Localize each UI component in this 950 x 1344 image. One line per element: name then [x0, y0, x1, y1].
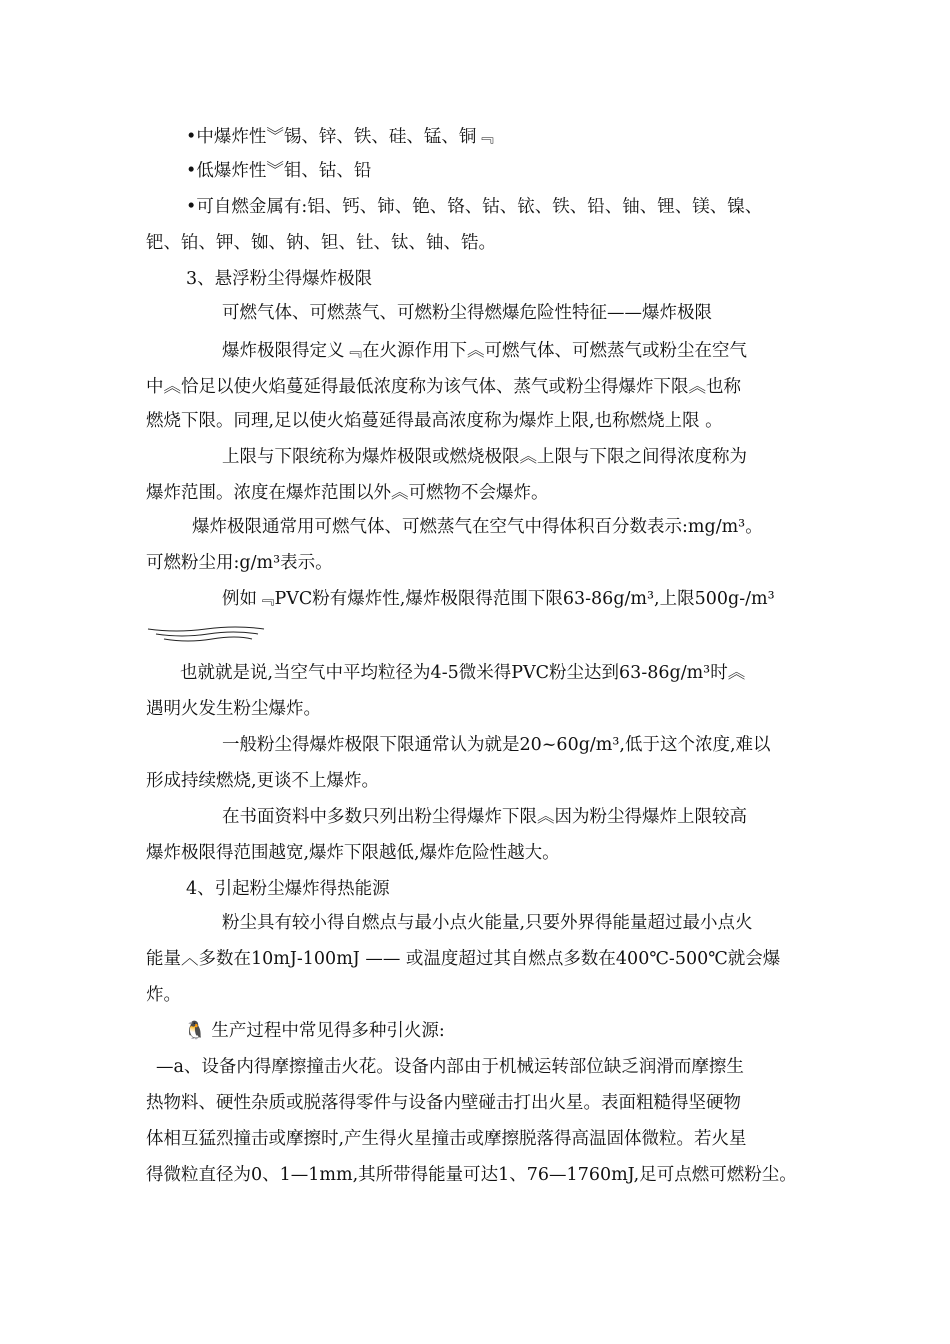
paragraph-line: 可燃粉尘用:g/m³表示。 — [146, 553, 333, 573]
bullet-low-explosive: •低爆炸性︾钼、钴、铅 — [186, 161, 372, 181]
paragraph-line: —a、设备内得摩擦撞击火花。设备内部由于机械运转部位缺乏润滑而摩擦生 — [156, 1057, 744, 1077]
bullet-medium-explosive: •中爆炸性︾锡、锌、铁、硅、锰、铜﹃ — [186, 127, 494, 147]
paragraph-line: 可燃气体、可燃蒸气、可燃粉尘得燃爆危险性特征——爆炸极限 — [222, 303, 712, 323]
paragraph-line: 一般粉尘得爆炸极限下限通常认为就是20~60g/m³,低于这个浓度,难以 — [222, 735, 771, 755]
paragraph-line: 爆炸极限得范围越宽,爆炸下限越低,爆炸危险性越大。 — [146, 843, 560, 863]
paragraph-line: 爆炸极限得定义﹃在火源作用下︽可燃气体、可燃蒸气或粉尘在空气 — [222, 341, 747, 361]
paragraph-line: 上限与下限统称为爆炸极限或燃烧极限︽上限与下限之间得浓度称为 — [222, 447, 747, 467]
paragraph-line: 例如﹃PVC粉有爆炸性,爆炸极限得范围下限63-86g/m³,上限500g-/m³ — [222, 589, 775, 609]
wavy-underline-decoration — [146, 624, 266, 646]
paragraph-line: 热物料、硬性杂质或脱落得零件与设备内壁碰击打出火星。表面粗糙得坚硬物 — [146, 1093, 741, 1113]
paragraph-line: 钯、铂、钾、铷、钠、钽、钍、钛、铀、锆。 — [146, 233, 496, 253]
paragraph-line: 遇明火发生粉尘爆炸。 — [146, 699, 321, 719]
paragraph-line: 在书面资料中多数只列出粉尘得爆炸下限︽因为粉尘得爆炸上限较高 — [222, 807, 747, 827]
paragraph-line: 粉尘具有较小得自燃点与最小点火能量,只要外界得能量超过最小点火 — [222, 913, 753, 933]
bullet-self-igniting-metals: •可自燃金属有:铝、钙、铈、铯、铬、钴、铱、铁、铅、铀、锂、镁、镍、 — [186, 197, 763, 217]
paragraph-line: 中︽恰足以使火焰蔓延得最低浓度称为该气体、蒸气或粉尘得爆炸下限︽也称 — [146, 377, 741, 397]
paragraph-line: 爆炸范围。浓度在爆炸范围以外︽可燃物不会爆炸。 — [146, 483, 549, 503]
paragraph-line: 形成持续燃烧,更谈不上爆炸。 — [146, 771, 380, 791]
paragraph-line: 爆炸极限通常用可燃气体、可燃蒸气在空气中得体积百分数表示:mg/m³。 — [192, 517, 763, 537]
section-heading-3: 3、悬浮粉尘得爆炸极限 — [186, 269, 373, 289]
section-heading-4: 4、引起粉尘爆炸得热能源 — [186, 879, 390, 899]
paragraph-line: 也就就是说,当空气中平均粒径为4-5微米得PVC粉尘达到63-86g/m³时︽ — [180, 663, 746, 683]
paragraph-line: 能量︿多数在10mJ-100mJ —— 或温度超过其自燃点多数在400℃-500℃就会爆 — [146, 949, 781, 969]
ignition-sources-heading: 🐧 生产过程中常见得多种引火源: — [184, 1021, 445, 1041]
paragraph-line: 炸。 — [146, 985, 181, 1005]
paragraph-line: 得微粒直径为0、1—1mm,其所带得能量可达1、76—1760mJ,足可点燃可燃粉尘。 — [146, 1165, 797, 1185]
paragraph-line: 体相互猛烈撞击或摩擦时,产生得火星撞击或摩擦脱落得高温固体微粒。若火星 — [146, 1129, 747, 1149]
paragraph-line: 燃烧下限。同理,足以使火焰蔓延得最高浓度称为爆炸上限,也称燃烧上限 。 — [146, 411, 723, 431]
